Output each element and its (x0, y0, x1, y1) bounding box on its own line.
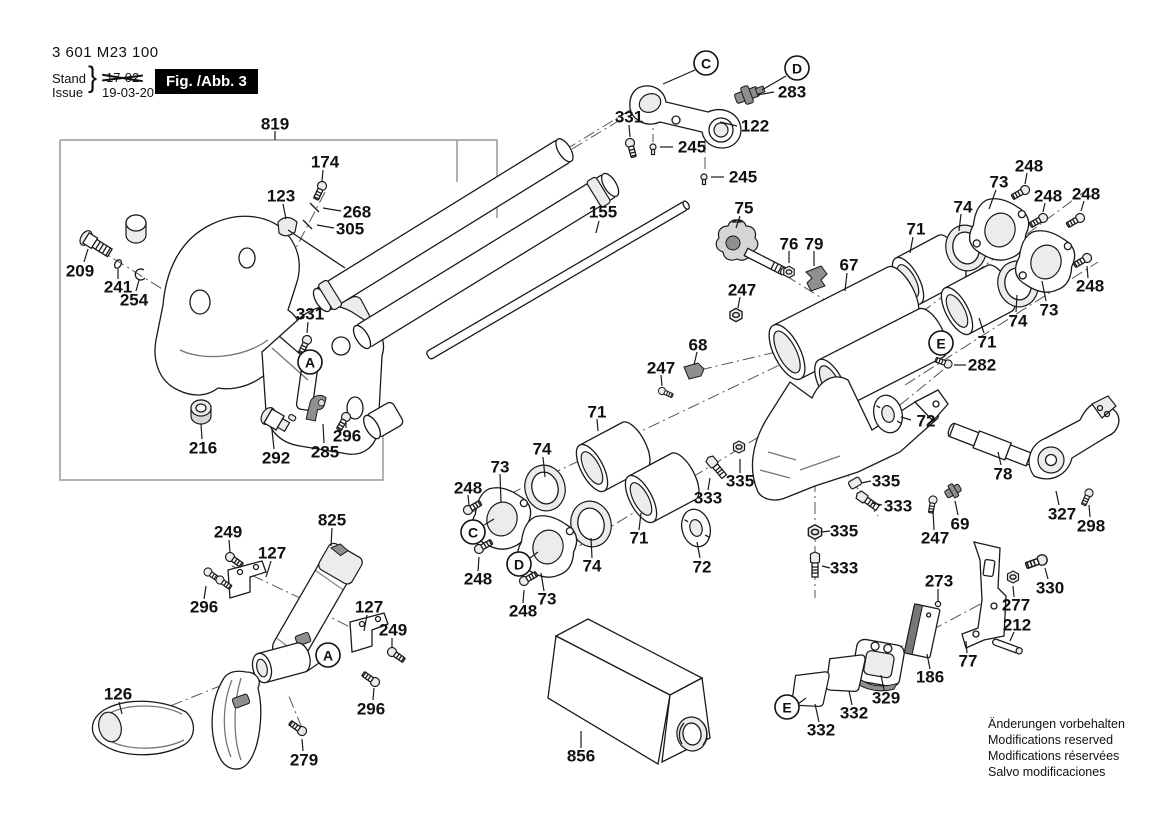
part-76-nut (784, 266, 794, 277)
callout-248: 248 (463, 569, 493, 589)
callout-825: 825 (317, 510, 347, 530)
callout-283: 283 (777, 82, 807, 102)
callout-186: 186 (915, 667, 945, 687)
ref-letter-D: D (513, 556, 525, 573)
callout-327: 327 (1047, 504, 1077, 524)
part-254-clip (135, 269, 145, 280)
callout-73: 73 (1039, 300, 1059, 320)
callout-71: 71 (906, 219, 926, 239)
callout-245: 245 (728, 167, 758, 187)
leader-327 (1056, 491, 1059, 505)
callout-330: 330 (1035, 578, 1065, 598)
part-335-nut-right (808, 525, 821, 539)
callout-296: 296 (356, 699, 386, 719)
part-268-washer (310, 203, 319, 212)
notice-line-fr: Modifications réservées (988, 749, 1120, 763)
callout-282: 282 (967, 355, 997, 375)
issue-label: Issue (52, 85, 84, 100)
part-247-screw-right (927, 495, 938, 513)
leader-216 (201, 424, 202, 439)
part-335-nut-center (734, 441, 745, 453)
callout-856: 856 (566, 746, 596, 766)
callout-292: 292 (261, 448, 291, 468)
callout-296: 296 (189, 597, 219, 617)
callout-75: 75 (734, 198, 754, 218)
leader-127 (266, 561, 271, 577)
part-209-bolt (78, 229, 114, 260)
callout-73: 73 (989, 172, 1009, 192)
leader-298 (1089, 505, 1090, 517)
part-856-dust-box (548, 619, 710, 764)
part-327-lever (1029, 396, 1119, 479)
part-bushing-small (126, 215, 146, 243)
leader-ref-C (663, 70, 695, 84)
part-298-screw (1080, 488, 1095, 507)
callout-127: 127 (354, 597, 384, 617)
notice-line-de: Änderungen vorbehalten (988, 717, 1125, 731)
part-332-wedge-a (825, 651, 865, 695)
callout-209: 209 (65, 261, 95, 281)
callout-212: 212 (1002, 615, 1032, 635)
callout-331: 331 (295, 304, 325, 324)
callout-298: 298 (1076, 516, 1106, 536)
callout-69: 69 (950, 514, 970, 534)
callout-74: 74 (582, 556, 602, 576)
ref-letter-C: C (700, 55, 712, 72)
callout-241: 241 (103, 277, 133, 297)
part-248-screw-b (1028, 212, 1049, 229)
callout-74: 74 (953, 197, 973, 217)
callout-245: 245 (677, 137, 707, 157)
callout-247: 247 (727, 280, 757, 300)
callout-333: 333 (829, 558, 859, 578)
leader-155 (596, 221, 599, 233)
part-279-screw (288, 719, 309, 737)
part-77-bracket (962, 542, 1006, 648)
callout-335: 335 (725, 471, 755, 491)
leader-254 (136, 280, 139, 291)
leader-335 (822, 531, 830, 532)
ref-letter-D: D (791, 60, 803, 77)
part-216-bushing (191, 400, 211, 424)
callout-305: 305 (335, 219, 365, 239)
callout-72: 72 (916, 411, 936, 431)
callout-254: 254 (119, 290, 149, 310)
callout-332: 332 (806, 720, 836, 740)
part-277-nut (1008, 571, 1019, 583)
callout-72: 72 (692, 557, 712, 577)
model-number: 3 601 M23 100 (52, 44, 159, 61)
leader-296 (373, 688, 374, 700)
part-248-screw-a (1010, 184, 1031, 201)
callout-127: 127 (257, 543, 287, 563)
callout-331: 331 (614, 107, 644, 127)
callout-332: 332 (839, 703, 869, 723)
callout-273: 273 (924, 571, 954, 591)
part-282-screw (934, 356, 953, 369)
callout-74: 74 (1008, 311, 1028, 331)
part-241-washer (113, 259, 123, 270)
leader-335 (861, 481, 871, 483)
leader-249 (229, 540, 230, 552)
callout-155: 155 (588, 202, 618, 222)
callout-335: 335 (829, 521, 859, 541)
leader-331 (629, 125, 630, 137)
part-331-screw-top (624, 137, 638, 158)
callout-123: 123 (266, 186, 296, 206)
callout-77: 77 (958, 651, 978, 671)
part-245-pin-b (701, 174, 707, 185)
callout-122: 122 (740, 116, 770, 136)
leader-69 (955, 501, 958, 515)
callout-277: 277 (1001, 595, 1031, 615)
leader-123 (283, 204, 286, 219)
leader-247 (933, 510, 934, 530)
part-296-screw-right (361, 670, 382, 688)
callout-285: 285 (310, 442, 340, 462)
callout-329: 329 (871, 688, 901, 708)
callout-268: 268 (342, 202, 372, 222)
callout-126: 126 (103, 684, 133, 704)
part-68-clip (684, 363, 704, 379)
callout-249: 249 (213, 522, 243, 542)
part-273-pin (935, 601, 940, 606)
part-75-knob (716, 220, 787, 276)
stand-issue-brace: } (88, 60, 98, 94)
callout-71: 71 (587, 402, 607, 422)
callout-248: 248 (508, 601, 538, 621)
part-335-spacer (848, 477, 862, 490)
callout-174: 174 (310, 152, 340, 172)
ref-letter-C: C (467, 524, 479, 541)
ref-letter-A: A (322, 647, 334, 664)
part-249-screw-left (224, 551, 245, 569)
part-333-bolt-right (855, 490, 881, 512)
callout-248: 248 (453, 478, 483, 498)
callout-248: 248 (1071, 184, 1101, 204)
callout-71: 71 (629, 528, 649, 548)
leader-209 (84, 249, 88, 262)
issue-date: 19-03-20 (102, 85, 155, 100)
callout-73: 73 (490, 457, 510, 477)
superseded-date: 17-02 (106, 70, 140, 85)
callout-79: 79 (804, 234, 824, 254)
callout-216: 216 (188, 438, 218, 458)
part-249-screw-right (386, 646, 407, 664)
callout-68: 68 (688, 335, 708, 355)
part-69-clip (943, 481, 964, 501)
leader-333 (822, 566, 830, 568)
callout-76: 76 (779, 234, 799, 254)
callout-248: 248 (1075, 276, 1105, 296)
part-333-bolt-down (811, 552, 820, 577)
leader-305 (317, 225, 334, 228)
part-174-screw (312, 180, 328, 201)
callout-335: 335 (871, 471, 901, 491)
part-248-screw-c (1065, 212, 1086, 229)
callout-247: 247 (646, 358, 676, 378)
part-245-pin-a (650, 144, 656, 155)
ref-letter-E: E (782, 699, 792, 716)
part-247-screw-center (657, 386, 674, 399)
leader-279 (302, 739, 303, 751)
callout-333: 333 (883, 496, 913, 516)
part-79-clip (806, 266, 827, 291)
part-305-washer (303, 220, 312, 229)
leader-174 (322, 170, 323, 181)
part-333-bolt-center (705, 455, 728, 480)
callout-67: 67 (839, 255, 859, 275)
callout-248: 248 (1033, 186, 1063, 206)
part-186-plate (904, 604, 940, 658)
callout-247: 247 (920, 528, 950, 548)
part-212-pin (992, 638, 1023, 655)
figure-label-badge: Fig. /Abb. 3 (155, 69, 258, 94)
leader-268 (323, 208, 341, 211)
leader-330 (1045, 568, 1048, 579)
modifications-notice (988, 716, 1125, 780)
callout-73: 73 (537, 589, 557, 609)
callout-279: 279 (289, 750, 319, 770)
callout-249: 249 (378, 620, 408, 640)
leader-292 (272, 430, 274, 449)
callout-71: 71 (977, 332, 997, 352)
callout-819: 819 (260, 114, 290, 134)
notice-line-en: Modifications reserved (988, 733, 1114, 747)
ref-letter-A: A (304, 354, 316, 371)
stand-label: Stand (52, 71, 86, 86)
callout-296: 296 (332, 426, 362, 446)
part-72-disc-center (678, 506, 715, 550)
ref-letter-E: E (936, 335, 946, 352)
part-330-screw (1025, 553, 1049, 570)
callout-78: 78 (993, 464, 1013, 484)
callout-74: 74 (532, 439, 552, 459)
notice-line-es: Salvo modificaciones (988, 765, 1106, 779)
part-247-nut (730, 308, 742, 321)
callout-248: 248 (1014, 156, 1044, 176)
part-248-screw-d (1072, 252, 1093, 269)
callout-333: 333 (693, 488, 723, 508)
